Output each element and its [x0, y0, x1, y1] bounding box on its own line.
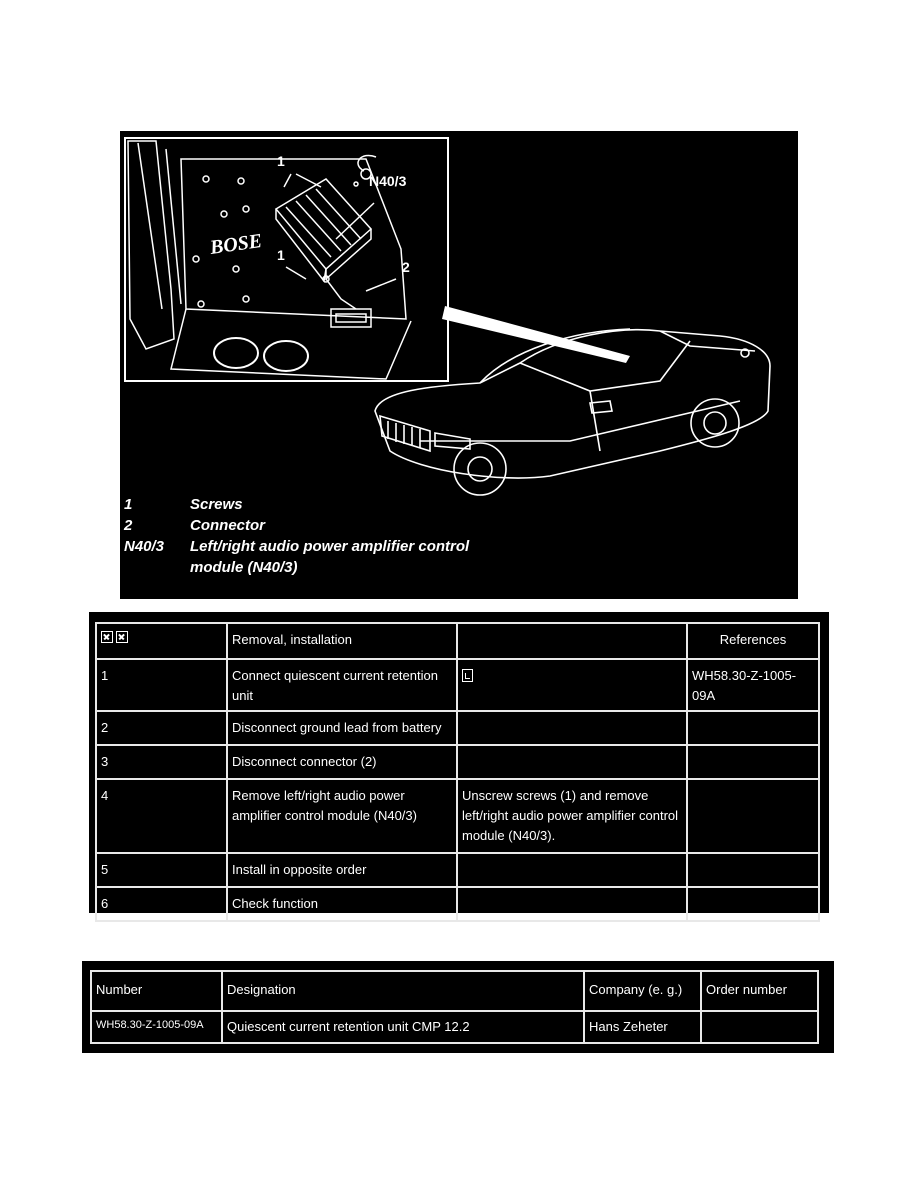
step-note: [457, 659, 687, 711]
legend-row: [124, 494, 470, 515]
legend-key: N40/3: [124, 538, 165, 555]
step-reference: [687, 745, 819, 779]
table-row: [96, 711, 819, 745]
callout-2: 2: [402, 259, 410, 275]
table-header-row: [91, 971, 818, 1011]
header-company: Company (e. g.): [584, 971, 701, 1011]
legend-key: 1: [124, 496, 133, 513]
header-icons-cell: [96, 623, 227, 659]
step-action: Disconnect ground lead from battery: [227, 711, 457, 745]
table-row: [96, 779, 819, 853]
procedure-table: [95, 622, 820, 922]
installation-icon: [116, 631, 128, 643]
header-removal-installation: Removal, installation: [227, 623, 457, 659]
step-number: 1: [96, 659, 227, 711]
legend-row: [124, 536, 470, 578]
legend-row: [124, 515, 470, 536]
header-order-number: Order number: [701, 971, 818, 1011]
table-row: [91, 1011, 818, 1043]
table-row: [96, 745, 819, 779]
step-action: Disconnect connector (2): [227, 745, 457, 779]
step-number: 2: [96, 711, 227, 745]
step-reference: [687, 711, 819, 745]
callout-1-top: 1: [277, 153, 285, 169]
step-reference: [687, 887, 819, 921]
legend-key: 2: [124, 517, 133, 534]
procedure-table-panel: [89, 612, 829, 913]
bose-logo: BOSE: [208, 229, 264, 259]
legend-text: Connector: [190, 517, 265, 534]
step-note: [457, 745, 687, 779]
step-number: 3: [96, 745, 227, 779]
callout-1-mid: 1: [277, 247, 285, 263]
removal-icon: [101, 631, 113, 643]
header-notes: [457, 623, 687, 659]
table-row: [96, 853, 819, 887]
component-illustration: [120, 131, 798, 599]
header-number: Number: [91, 971, 222, 1011]
step-note: [457, 853, 687, 887]
tool-designation: Quiescent current retention unit CMP 12.2: [222, 1011, 584, 1043]
tool-order-number: [701, 1011, 818, 1043]
step-reference: [687, 853, 819, 887]
table-header-row: [96, 623, 819, 659]
callout-n40-3: N40/3: [369, 173, 407, 189]
step-action: Connect quiescent current retention unit: [227, 659, 457, 711]
step-number: 6: [96, 887, 227, 921]
figure-legend: [124, 494, 470, 578]
step-note: Unscrew screws (1) and remove left/right audio power amplifier control module (N40/3).: [457, 779, 687, 853]
document-icon[interactable]: [462, 669, 473, 682]
step-note: [457, 711, 687, 745]
tool-company: Hans Zeheter: [584, 1011, 701, 1043]
step-number: 4: [96, 779, 227, 853]
legend-text: Screws: [190, 496, 243, 513]
header-references: References: [687, 623, 819, 659]
step-action: Remove left/right audio power amplifier control module (N40/3): [227, 779, 457, 853]
step-action: Install in opposite order: [227, 853, 457, 887]
step-number: 5: [96, 853, 227, 887]
table-row: [96, 887, 819, 921]
legend-text: Left/right audio power amplifier control module (N40/3): [190, 538, 470, 576]
step-reference: [687, 779, 819, 853]
table-row: [96, 659, 819, 711]
tool-table-panel: [82, 961, 834, 1053]
tool-number: WH58.30-Z-1005-09A: [91, 1011, 222, 1043]
header-designation: Designation: [222, 971, 584, 1011]
step-note: [457, 887, 687, 921]
step-reference[interactable]: WH58.30-Z-1005-09A: [687, 659, 819, 711]
tool-table: [90, 970, 819, 1044]
step-action: Check function: [227, 887, 457, 921]
